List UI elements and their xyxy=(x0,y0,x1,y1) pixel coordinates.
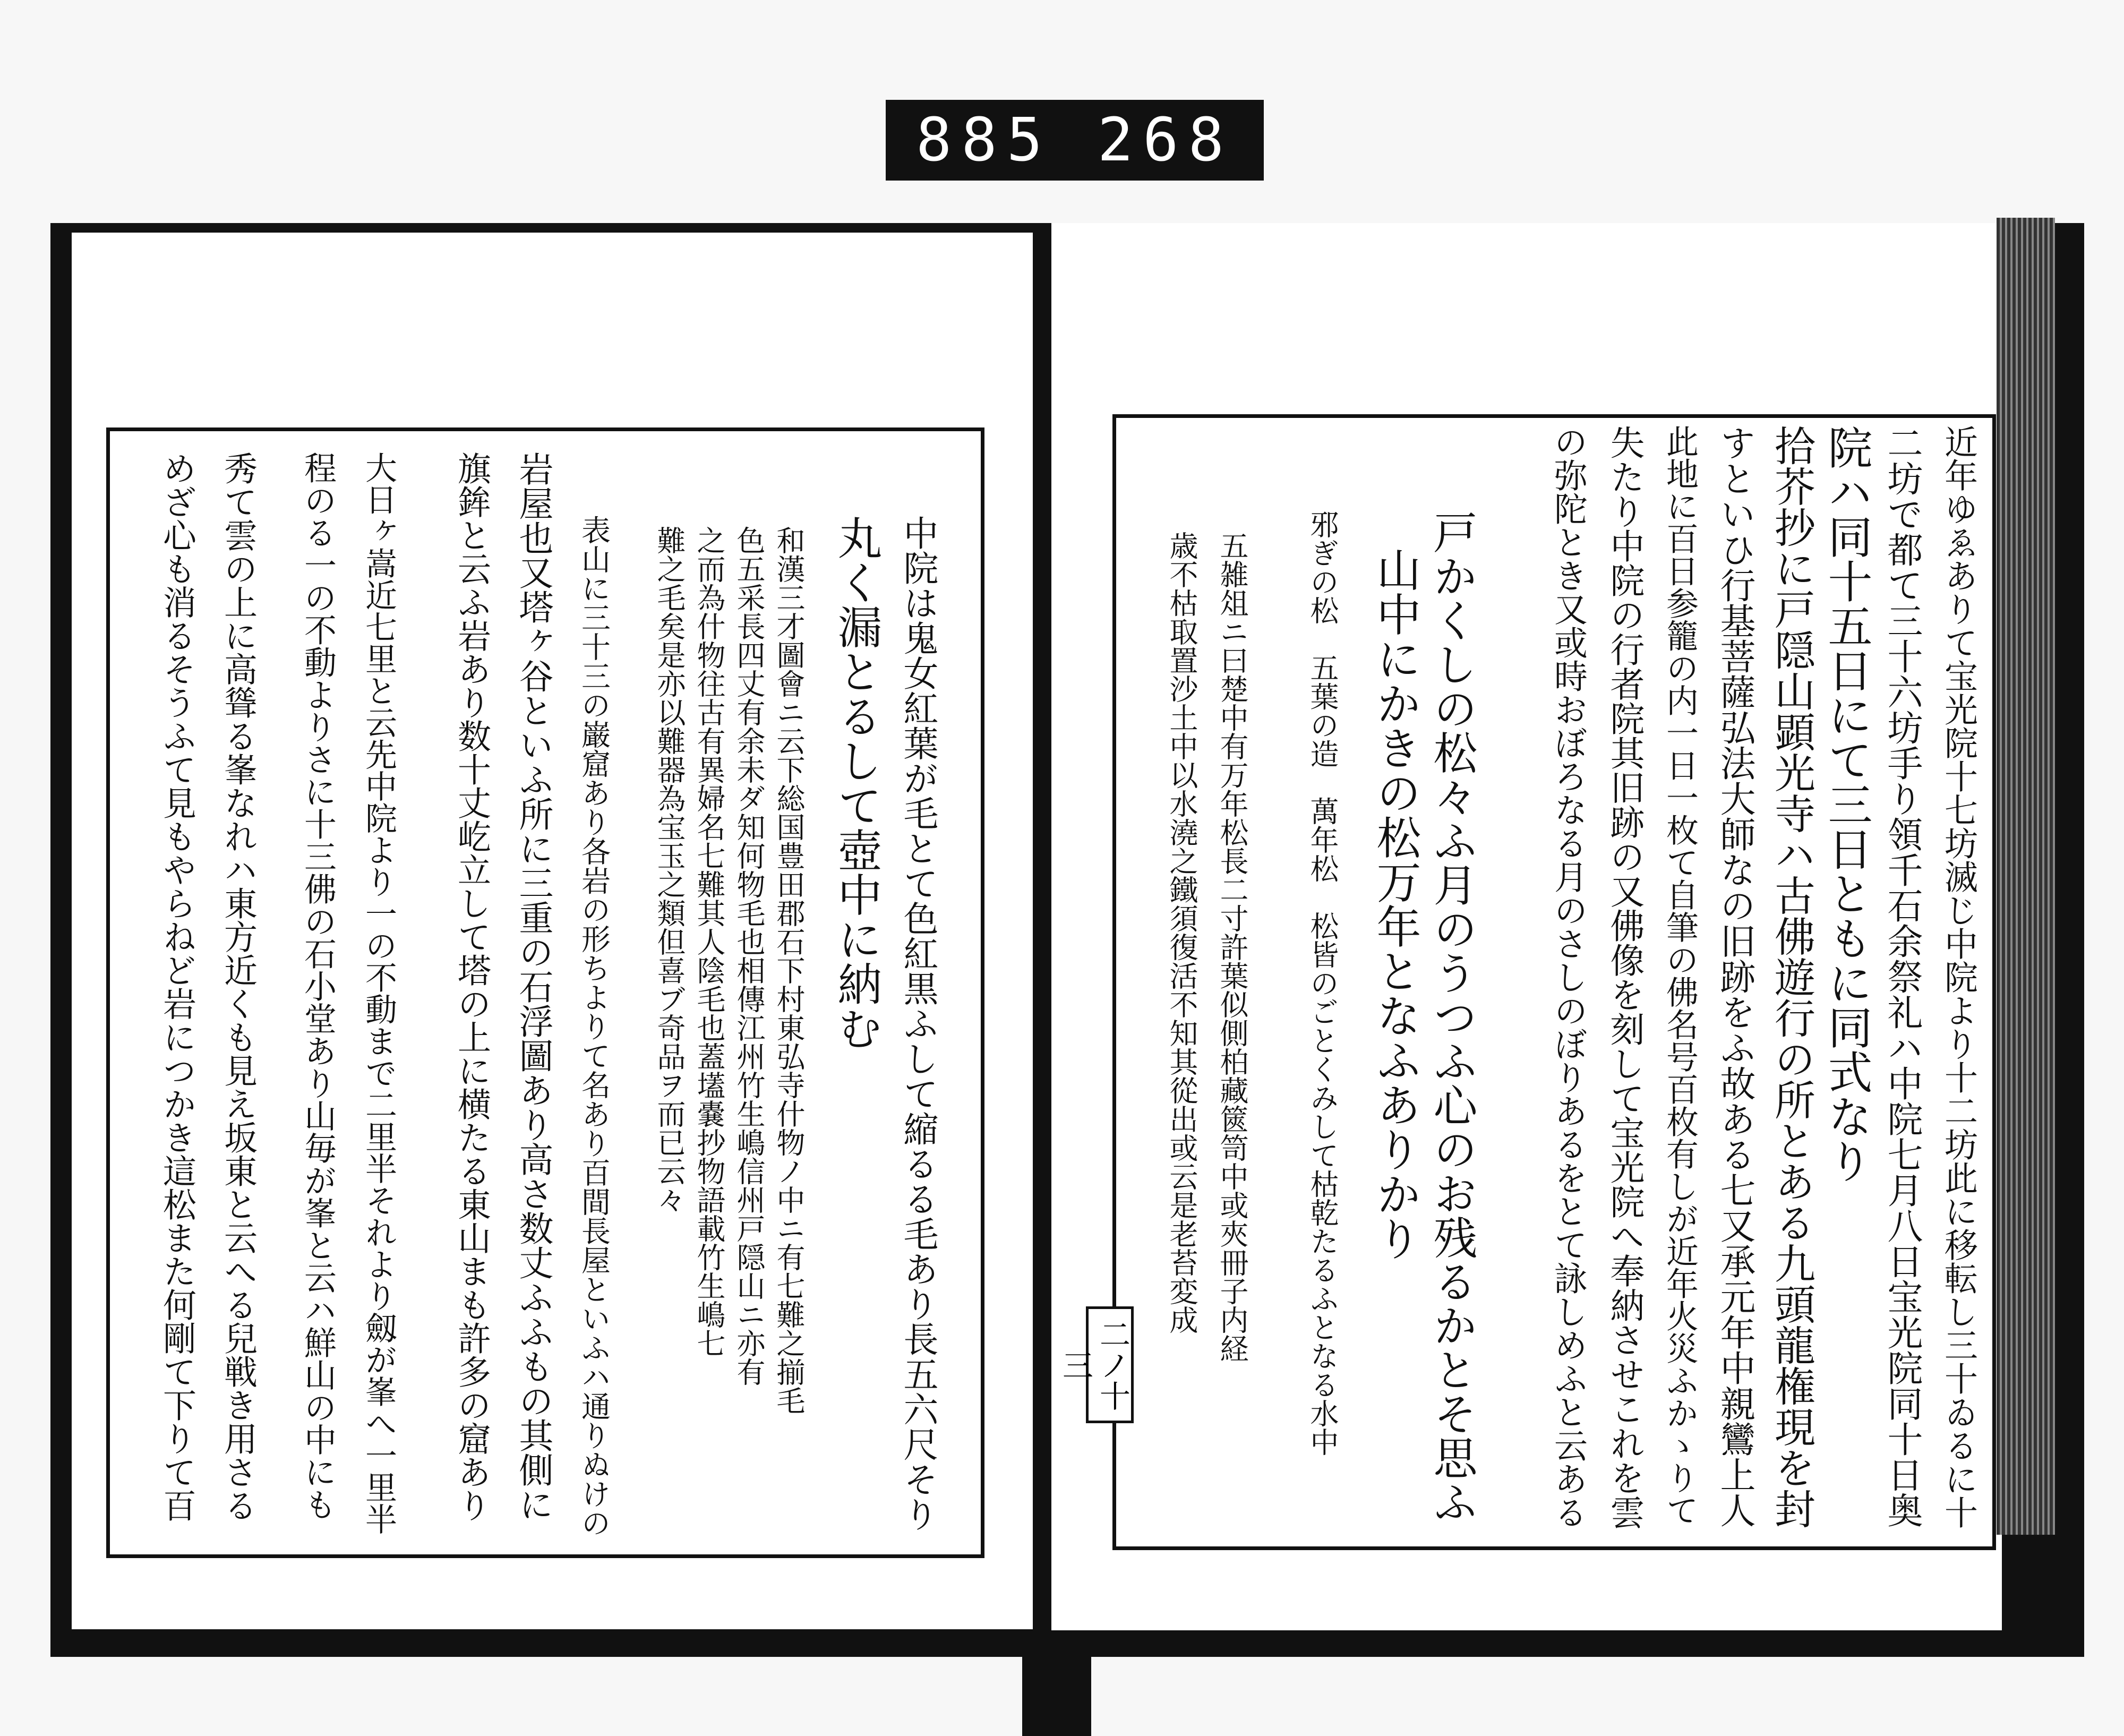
right-column-7: 失たり中院の行者院其旧跡の又佛像を刻して宝光院へ奉納させこれを雲 xyxy=(1604,425,1644,1529)
left-column-10: 大日ヶ嵩近七里と云先中院より一の不動まで二里半それより劔が峯へ一里半 xyxy=(360,451,397,1535)
left-column-7: 表山に三十三の巌窟あり各岩の形ちよりて名あり百間長屋といふハ通りぬけの xyxy=(577,515,611,1537)
right-column-6: 此地に百日参籠の内一日一枚て自筆の佛名号百枚有しが近年火災ふかゝりて xyxy=(1661,425,1699,1526)
left-column-2: 丸く漏とるして壺中に納む xyxy=(830,515,883,1050)
right-column-8: の弥陀とき又或時おぼろなる月のさしのぼりあるをとて詠しめふと云ある xyxy=(1549,425,1588,1529)
book-spine xyxy=(1034,228,1050,1630)
right-column-3: 院ハ同十五日にて三日ともに同式なり xyxy=(1821,425,1873,1183)
left-column-6: 難之毛矣是亦以難器為宝玉之類但喜ブ奇品ヲ而已云々 xyxy=(653,526,686,1214)
page-edges xyxy=(1997,218,2055,1535)
page-number: 二ノ十三 xyxy=(1086,1306,1134,1423)
left-column-5: 之而為什物往古有異婦名七難其人陰毛也蓋壒嚢抄物語載竹生嶋七 xyxy=(692,526,726,1357)
right-column-10: 山中にかきの松万年となふありかり xyxy=(1369,547,1421,1261)
left-column-13: めざ心も消るそうふて見もやらねど岩につかき這松また何剛て下りて百 xyxy=(158,451,196,1522)
left-column-8: 岩屋也又塔ヶ谷といふ所に三重の石浮圖あり高さ数丈ふふもの其側に xyxy=(513,451,553,1521)
catalog-number-label: 885 268 xyxy=(886,100,1264,181)
left-column-9: 旗鉾と云ふ岩あり数十丈屹立して塔の上に横たる東山まも許多の窟あり xyxy=(452,451,491,1522)
left-column-3: 和漢三才圖會ニ云下総国豊田郡石下村東弘寺什物ノ中ニ有七難之揃毛 xyxy=(772,526,806,1415)
right-column-5: すといひ行基菩薩弘法大師なの旧跡をふ故ある七又承元年中親鸞上人 xyxy=(1715,425,1756,1528)
right-column-13: 歳不枯取置沙土中以水澆之鐵須復活不知其從出或云是老苔変成 xyxy=(1165,531,1198,1334)
left-column-1: 中院は鬼女紅葉が毛とて色紅黒ふして縮るる毛あり長五六尺そり xyxy=(897,515,938,1532)
left-column-12: 秀て雲の上に高聳る峯なれハ東方近くも見え坂東と云へる兒戦き用さる xyxy=(219,451,258,1522)
right-column-1: 近年ゆゑありて宝光院十七坊滅じ中院より十二坊此に移転し三十ゐるに十 xyxy=(1939,425,1978,1529)
right-column-9: 戸かくしの松々ふ月のうつふ心のお残るかとそ思ふ xyxy=(1426,510,1477,1524)
bottom-clip xyxy=(1022,1638,1091,1736)
right-column-12: 五雑俎ニ曰楚中有万年松長二寸許葉似側柏藏篋笥中或夾冊子内経 xyxy=(1215,531,1249,1363)
right-column-4: 拾芥抄に戸隠山顕光寺ハ古佛遊行の所とある九頭龍権現を封 xyxy=(1768,425,1815,1529)
left-column-4: 色五采長四丈有余未ダ知何物毛也相傳江州竹生嶋信州戸隠山ニ亦有 xyxy=(732,526,766,1386)
right-column-2: 二坊で都て三十六坊手り領千石余祭礼ハ中院七月八日宝光院同十日奥 xyxy=(1882,425,1923,1528)
left-column-11: 程のる一の不動よりさに十三佛の石小堂あり山毎が峯と云ハ鮮山の中にも xyxy=(299,451,337,1520)
right-column-11: 邪ぎの松 五葉の造 萬年松 松皆のごとくみして枯乾たるふとなる水中 xyxy=(1306,510,1339,1456)
